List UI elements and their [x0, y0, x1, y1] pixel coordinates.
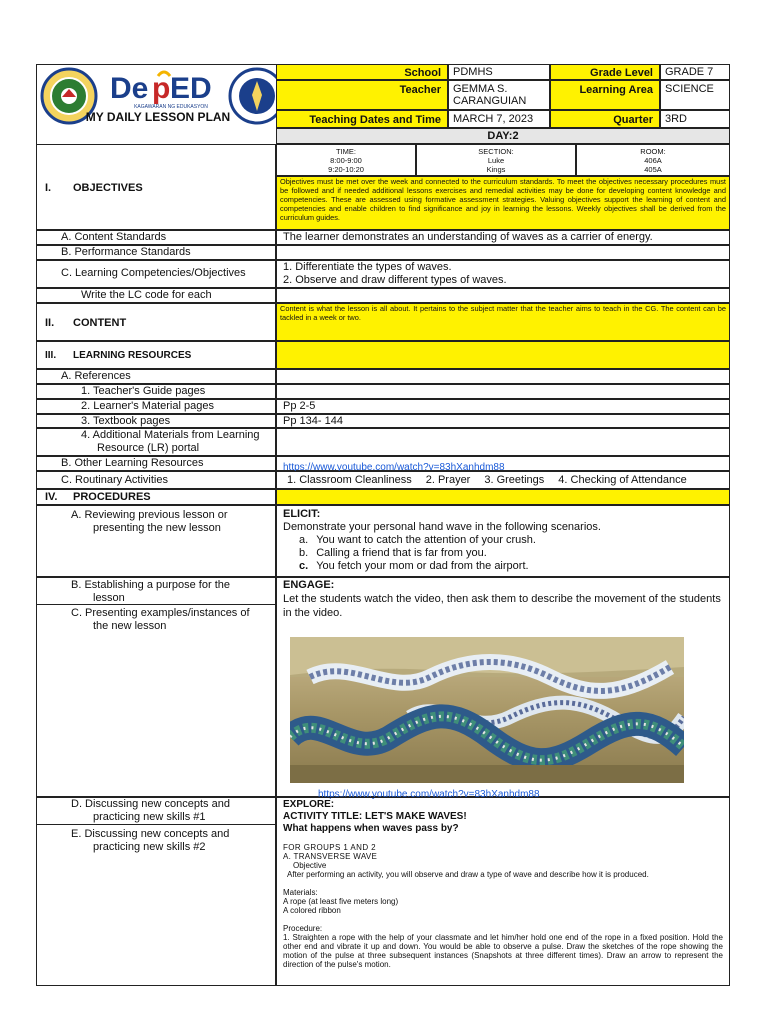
routinary-label-cell — [36, 471, 276, 489]
procedure-c-label-2: the new lesson — [93, 620, 167, 632]
other-resources-label-cell — [36, 456, 276, 471]
textbook-pages-label: 3. Textbook pages — [81, 415, 171, 427]
routinary-item-1: 1. Classroom Cleanliness — [287, 474, 412, 486]
procedure-a-label-2: presenting the new lesson — [93, 522, 221, 534]
activity-title: ACTIVITY TITLE: LET'S MAKE WAVES! — [283, 811, 467, 822]
content-standards-label: A. Content Standards — [61, 231, 167, 243]
elicit-item-mark: b. — [299, 547, 309, 559]
procedures-note-cell — [276, 489, 730, 505]
objectives-heading: OBJECTIVES — [73, 182, 143, 194]
svg-text:ED: ED — [170, 72, 212, 105]
dates-value-cell — [448, 110, 550, 128]
grade-value-cell — [660, 64, 730, 80]
procedure-e-label-2: practicing new skills #2 — [93, 841, 206, 853]
teacher-value-cell — [448, 80, 550, 110]
tg-pages-label-cell — [36, 384, 276, 399]
tg-pages-value-cell — [276, 384, 730, 399]
competency-1: 1. Differentiate the types of waves. — [283, 261, 452, 273]
competencies-value-cell — [276, 260, 730, 288]
procedure-e-label: E. Discussing new concepts and — [71, 828, 230, 840]
objective-text: After performing an activity, you will observe and draw a type of wave and describe how it is produced. — [287, 870, 649, 879]
objectives-note-cell — [276, 176, 730, 230]
other-resources-label: B. Other Learning Resources — [61, 457, 204, 469]
procedures-number: IV. — [45, 491, 58, 503]
quarter-value: 3RD — [665, 113, 688, 125]
competencies-label: C. Learning Competencies/Objectives — [61, 267, 246, 279]
school-value: PDMHS — [453, 66, 493, 78]
procedure-b-label: B. Establishing a purpose for the — [71, 579, 230, 591]
procedure-a-label-cell — [36, 505, 276, 577]
procedures-heading: PROCEDURES — [73, 491, 151, 503]
section-value-1: Luke — [487, 156, 505, 165]
section-value-2: Kings — [486, 165, 506, 174]
objectives-heading-cell — [36, 144, 276, 230]
objectives-number: I. — [45, 182, 52, 194]
page-title: MY DAILY LESSON PLAN — [85, 110, 231, 124]
content-heading: CONTENT — [73, 317, 127, 329]
deped-subtitle: KAGAWARAN NG EDUKASYON — [134, 104, 208, 110]
area-value-cell — [660, 80, 730, 110]
lm-pages-value: Pp 2-5 — [283, 400, 316, 412]
content-standards-label-cell — [36, 230, 276, 245]
grade-label-cell — [550, 64, 660, 80]
competencies-label-cell — [36, 260, 276, 288]
lm-pages-label: 2. Learner's Material pages — [81, 400, 214, 412]
routinary-item-3: 3. Greetings — [484, 474, 545, 486]
content-note: Content is what the lesson is all about. It pertains to the subject matter that the teacher aims to teach in the CG. The content can be tackled in a week or two. — [280, 304, 726, 322]
activity-question: What happens when waves pass by? — [283, 823, 459, 834]
material-item-2: A colored ribbon — [283, 906, 341, 915]
time-label: TIME: — [336, 147, 356, 156]
groups-label: FOR GROUPS 1 AND 2 — [283, 843, 376, 852]
grade-level-value: GRADE 7 — [665, 66, 714, 78]
bc-spacer — [36, 577, 276, 578]
performance-standards-label-cell — [36, 245, 276, 260]
school-value-cell — [448, 64, 550, 80]
performance-standards-label: B. Performance Standards — [61, 246, 191, 258]
procedure-c-label: C. Presenting examples/instances of — [71, 607, 250, 619]
quarter-value-cell — [660, 110, 730, 128]
elicit-item-1: You want to catch the attention of your crush. — [316, 534, 536, 546]
resources-number: III. — [45, 350, 57, 361]
elicit-title: ELICIT: — [283, 508, 321, 520]
area-label-cell — [550, 80, 660, 110]
time-value-2: 9:20-10:20 — [328, 165, 364, 174]
references-label-cell — [36, 369, 276, 384]
content-heading-cell — [36, 303, 276, 341]
procedure-d-label-2: practicing new skills #1 — [93, 811, 206, 823]
elicit-item-mark: c. — [299, 560, 309, 572]
dates-label-cell — [276, 110, 448, 128]
elicit-item-2: Calling a friend that is far from you. — [316, 547, 487, 559]
svg-text:p: p — [152, 72, 171, 105]
explore-title: EXPLORE: — [283, 799, 335, 810]
deped-logo — [108, 68, 226, 108]
teaching-dates-label: Teaching Dates and Time — [309, 114, 441, 126]
procedure-de-label-cell — [36, 797, 276, 986]
material-item-1: A rope (at least five meters long) — [283, 897, 399, 906]
performance-standards-value-cell — [276, 245, 730, 260]
school-label-cell — [276, 64, 448, 80]
other-resources-link[interactable]: https://www.youtube.com/watch?v=83hXanhdm88 — [283, 462, 505, 473]
lc-code-value-cell — [276, 288, 730, 303]
time-cell — [276, 144, 416, 176]
routinary-value-cell — [276, 471, 730, 489]
procedure-label: Procedure: — [283, 924, 323, 933]
teacher-label-cell — [276, 80, 448, 110]
header-logo-area — [36, 64, 276, 144]
routinary-item-4: 4. Checking of Attendance — [558, 474, 687, 486]
video-link[interactable]: https://www.youtube.com/watch?v=83hXanhdm88 — [318, 789, 540, 800]
procedure-text: 1. Straighten a rope with the help of your classmate and let him/her hold one end of the rope in a fixed position. Hold the other end and vibrate it up and down. You would be able to observe a pulse. Draw the sketches of the rope showing the motion of the pulse at three subsequent instances (Snapshots at three different times). Draw an arrow to represent the direction of the pulse's motion. — [283, 933, 723, 969]
de-divider — [36, 824, 276, 825]
additional-materials-label-2: Resource (LR) portal — [97, 442, 200, 454]
wave-type: A. TRANSVERSE WAVE — [283, 852, 378, 861]
quarter-label: Quarter — [613, 114, 653, 126]
competency-2: 2. Observe and draw different types of waves. — [283, 274, 507, 286]
additional-materials-label-cell — [36, 428, 276, 456]
room-cell — [576, 144, 730, 176]
lm-pages-label-cell — [36, 399, 276, 414]
lc-code-label: Write the LC code for each — [81, 289, 212, 301]
references-label: A. References — [61, 370, 131, 382]
quarter-label-cell — [550, 110, 660, 128]
teacher-value: GEMMA S. CARANGUIAN — [453, 83, 527, 107]
day-label: DAY:2 — [487, 130, 519, 142]
elicit-text: Demonstrate your personal hand wave in the following scenarios. — [283, 521, 601, 533]
content-standards-value: The learner demonstrates an understanding of waves as a carrier of energy. — [283, 231, 653, 243]
other-resources-value-cell — [276, 456, 730, 471]
learning-area-value: SCIENCE — [665, 83, 714, 95]
elicit-item-mark: a. — [299, 534, 309, 546]
objective-label: Objective — [293, 861, 327, 870]
content-number: II. — [45, 317, 55, 329]
procedures-heading-cell — [36, 489, 276, 505]
content-note-cell — [276, 303, 730, 341]
procedure-b-label-2: lesson — [93, 592, 125, 604]
routinary-item-2: 2. Prayer — [425, 474, 471, 486]
materials-label: Materials: — [283, 888, 318, 897]
elicit-cell — [276, 505, 730, 577]
elicit-item-3: You fetch your mom or dad from the airport. — [316, 560, 529, 572]
section-label: SECTION: — [478, 147, 514, 156]
room-value-1: 406A — [644, 156, 662, 165]
room-value-2: 405A — [644, 165, 662, 174]
teacher-label: Teacher — [399, 84, 441, 96]
references-value-cell — [276, 369, 730, 384]
learning-area-label: Learning Area — [579, 84, 653, 96]
textbook-pages-value: Pp 134- 144 — [283, 415, 343, 427]
additional-materials-label: 4. Additional Materials from Learning — [81, 429, 260, 441]
tg-pages-label: 1. Teacher's Guide pages — [81, 385, 206, 397]
resources-heading-cell — [36, 341, 276, 369]
room-label: ROOM: — [640, 147, 666, 156]
explore-cell — [276, 797, 730, 986]
video-thumbnail[interactable] — [290, 637, 684, 783]
grade-level-label: Grade Level — [590, 67, 653, 79]
svg-text:De: De — [110, 72, 149, 105]
time-value-1: 8:00-9:00 — [330, 156, 362, 165]
day-row — [276, 128, 730, 144]
section-cell — [416, 144, 576, 176]
engage-title: ENGAGE: — [283, 579, 335, 591]
procedure-bc-label-cell — [36, 577, 276, 797]
procedure-d-label: D. Discussing new concepts and — [71, 798, 230, 810]
additional-materials-value-cell — [276, 428, 730, 456]
resources-note-cell — [276, 341, 730, 369]
textbook-pages-label-cell — [36, 414, 276, 428]
bc-divider — [36, 604, 276, 605]
textbook-pages-value-cell — [276, 414, 730, 428]
school-label: School — [404, 67, 441, 79]
teaching-dates-value: MARCH 7, 2023 — [453, 113, 534, 125]
engage-text: Let the students watch the video, then ask them to describe the movement of the students in the video. — [283, 593, 721, 619]
resources-heading: LEARNING RESOURCES — [73, 350, 192, 361]
content-standards-value-cell — [276, 230, 730, 245]
objectives-note: Objectives must be met over the week and connected to the curriculum standards. To meet the objectives necessary procedures must be followed and if needed additional lessons exercises and remedial activities may be done for developing content knowledge and competencies. These are assessed using formative assessment strategies. Valuing objectives support the learning of content and competencies and enable children to find significance and joy in learning the lessons. Weekly objectives shall be derived from the curriculum guides. — [280, 177, 726, 222]
lm-pages-value-cell — [276, 399, 730, 414]
procedure-a-label: A. Reviewing previous lesson or — [71, 509, 228, 521]
routinary-label: C. Routinary Activities — [61, 474, 168, 486]
lc-code-label-cell — [36, 288, 276, 303]
